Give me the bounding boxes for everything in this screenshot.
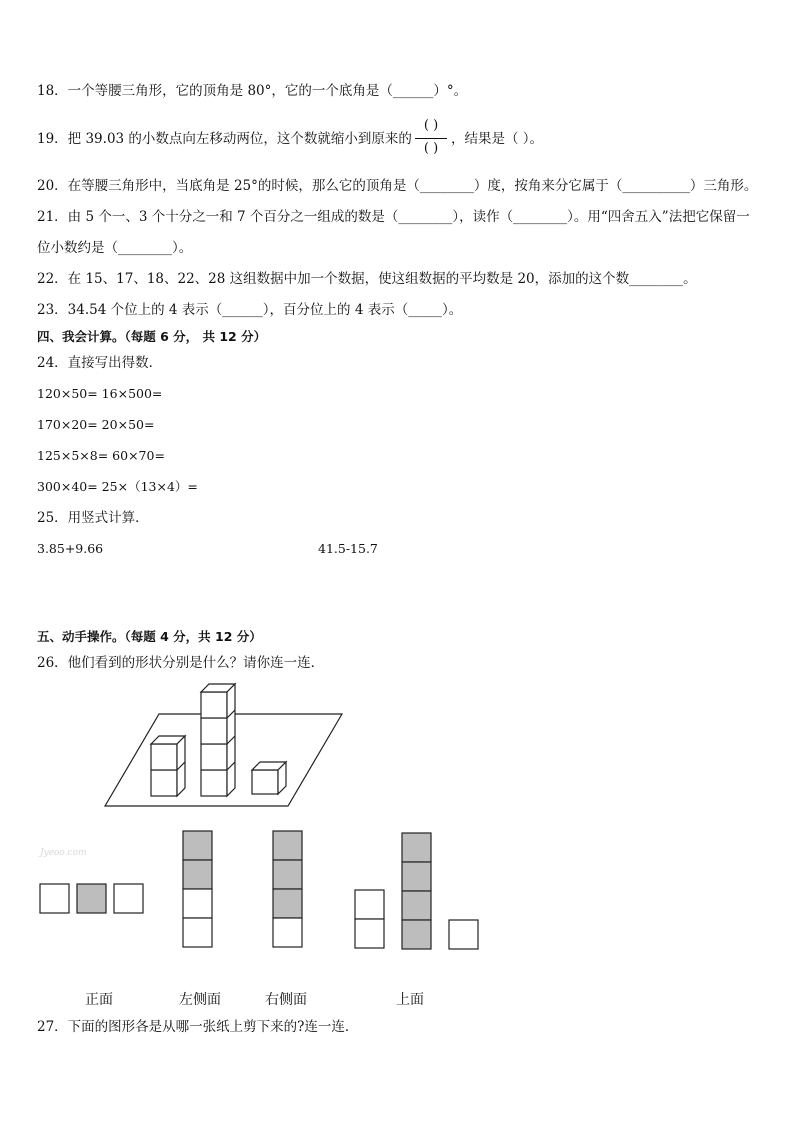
view-option-column-2gray — [183, 831, 212, 947]
question-20: 20．在等腰三角形中，当底角是 25°的时候，那么它的顶角是（________）度，按角来分它属于（__________）三角形。 — [37, 178, 758, 194]
question-25: 25．用竖式计算． — [37, 510, 149, 526]
question-21-line1: 21．由 5 个一、3 个十分之一和 7 个百分之一组成的数是（________），读作（________）。用“四舍五入”法把它保留一 — [37, 209, 750, 225]
cube-stack-middle — [201, 684, 235, 796]
vertical-calc-left: 3.85+9.66 — [37, 541, 104, 556]
calc-row-3: 125×5×8= 60×70= — [37, 448, 165, 463]
view-option-column-3gray — [273, 831, 302, 947]
question-27: 27．下面的图形各是从哪一张纸上剪下来的?连一连． — [37, 1019, 359, 1035]
question-19-tail: ，结果是（ ）。 — [451, 131, 544, 147]
fraction-numerator: ( ) — [423, 118, 439, 133]
label-left-view: 左侧面 — [179, 992, 221, 1008]
calc-row-1: 120×50= 16×500= — [37, 386, 163, 401]
section-4-title: 四、我会计算。（每题 6 分， 共 12 分） — [37, 329, 267, 344]
view-option-front — [355, 833, 478, 949]
label-right-view: 右侧面 — [265, 992, 307, 1008]
question-18: 18．一个等腰三角形，它的顶角是 80°，它的一个底角是（______）°。 — [37, 83, 468, 99]
question-24: 24．直接写出得数． — [37, 355, 163, 371]
view-option-row — [40, 884, 143, 913]
calc-row-2: 170×20= 20×50= — [37, 417, 155, 432]
question-22: 22．在 15、17、18、22、28 这组数据中加一个数据，使这组数据的平均数是 20，添加的这个数________。 — [37, 271, 697, 287]
question-23: 23．34.54 个位上的 4 表示（______），百分位上的 4 表示（_____）。 — [37, 302, 463, 318]
question-21-line2: 位小数约是（________）。 — [37, 240, 193, 256]
label-top-view: 上面 — [396, 992, 424, 1008]
section-5-title: 五、动手操作。（每题 4 分，共 12 分） — [37, 629, 262, 644]
question-19-text: 19．把 39.03 的小数点向左移动两位，这个数就缩小到原来的 — [37, 131, 412, 147]
label-front-view: 正面 — [85, 992, 113, 1008]
fraction-denominator: ( ) — [423, 141, 439, 156]
watermark: Jyeoo.com — [40, 848, 87, 858]
calc-row-4: 300×40= 25×（13×4）= — [37, 479, 198, 494]
question-26: 26．他们看到的形状分别是什么？请你连一连． — [37, 655, 325, 671]
cube-stack-left — [151, 736, 185, 796]
vertical-calc-right: 41.5-15.7 — [318, 541, 378, 556]
cube-single-right — [252, 762, 286, 794]
